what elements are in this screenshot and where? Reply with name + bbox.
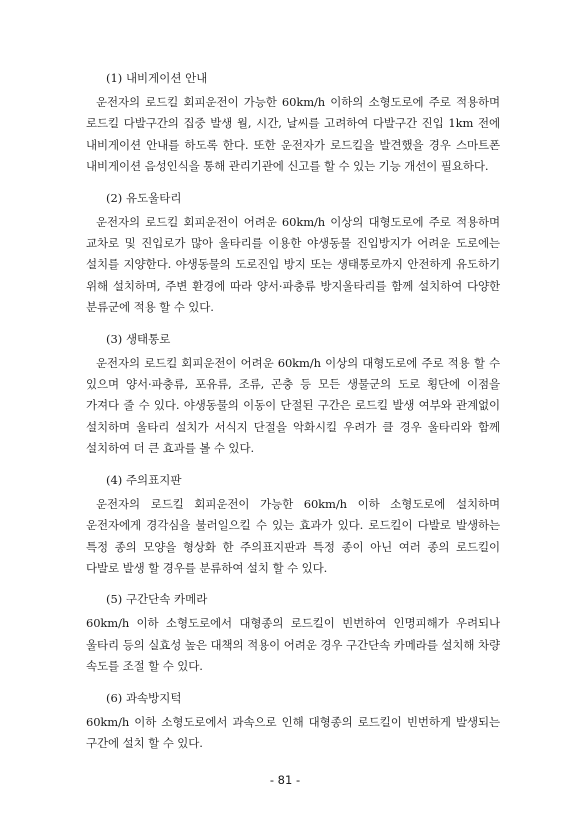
section-eco-corridor [86,332,500,460]
page-content [86,71,500,754]
section-body: 60km/h 이하 소형도로에서 과속으로 인해 대형종의 로드킬이 빈번하게 발생되는 구간에 설치 할 수 있다. [86,714,500,750]
section-speed-bump [86,691,500,755]
section-heading: (2) 유도울타리 [106,190,182,205]
section-heading: (5) 구간단속 카메라 [106,592,208,607]
section-body: 60km/h 이하 소형도로에서 대형종의 로드킬이 빈번하여 인명피해가 우려되나 울타리 등의 실효성 높은 대책의 적용이 어려운 경우 구간단속 카메라를 설치해 차량 속도를 조절 할 수 있다. [86,616,500,674]
section-heading: (6) 과속방지턱 [106,690,182,705]
section-guide-fence [86,191,500,319]
page-number: - 81 - [269,773,301,787]
section-speed-camera [86,592,500,677]
section-warning-sign [86,473,500,580]
section-heading: (3) 생태통로 [106,331,171,346]
section-body: 운전자의 로드킬 회피운전이 가능한 60km/h 이하의 소형도로에 주로 적용하며 로드킬 다발구간의 집중 발생 월, 시간, 날씨를 고려하여 다발구간 진입 1km 전에 내비게이션 안내를 하도록 한다. 또한 운전자가 로드킬을 발견했을 경우 스마트폰 내비게이션 음성인식을 통해 관리기관에 신고를 할 수 있는 기능 개선이 필요하다. [86,95,500,174]
section-body: 운전자의 로드킬 회피운전이 어려운 60km/h 이상의 대형도로에 주로 적용 할 수 있으며 양서·파충류, 포유류, 조류, 곤충 등 모든 생물군의 도로 횡단에 이점을 가져다 줄 수 있다. 야생동물의 이동이 단절된 구간은 로드킬 발생 여부와 관계없이 설치하며 울타리 설치가 서식지 단절을 악화시킬 우려가 클 경우 울타리와 함께 설치하여 더 큰 효과를 볼 수 있다. [86,355,500,456]
section-body: 운전자의 로드킬 회피운전이 가능한 60km/h 이하 소형도로에 설치하며 운전자에게 경각심을 불러일으킬 수 있는 효과가 있다. 로드킬이 다발로 발생하는 특정 종의 모양을 형상화 한 주의표지판과 특정 종이 아닌 여러 종의 로드킬이 다발로 발생 할 경우를 분류하여 설치 할 수 있다. [86,496,500,575]
section-heading: (1) 내비게이션 안내 [106,71,208,85]
section-body: 운전자의 로드킬 회피운전이 어려운 60km/h 이상의 대형도로에 주로 적용하며 교차로 및 진입로가 많아 울타리를 이용한 야생동물 진입방지가 어려운 도로에는 설치를 지양한다. 야생동물의 도로진입 방지 또는 생태통로까지 안전하게 유도하기 위해 설치하며, 주변 환경에 따라 양서·파충류 방지울타리를 함께 설치하여 다양한 분류군에 적용 할 수 있다. [86,214,500,315]
section-navigation-guidance [86,71,500,178]
section-heading: (4) 주의표지판 [106,472,182,487]
